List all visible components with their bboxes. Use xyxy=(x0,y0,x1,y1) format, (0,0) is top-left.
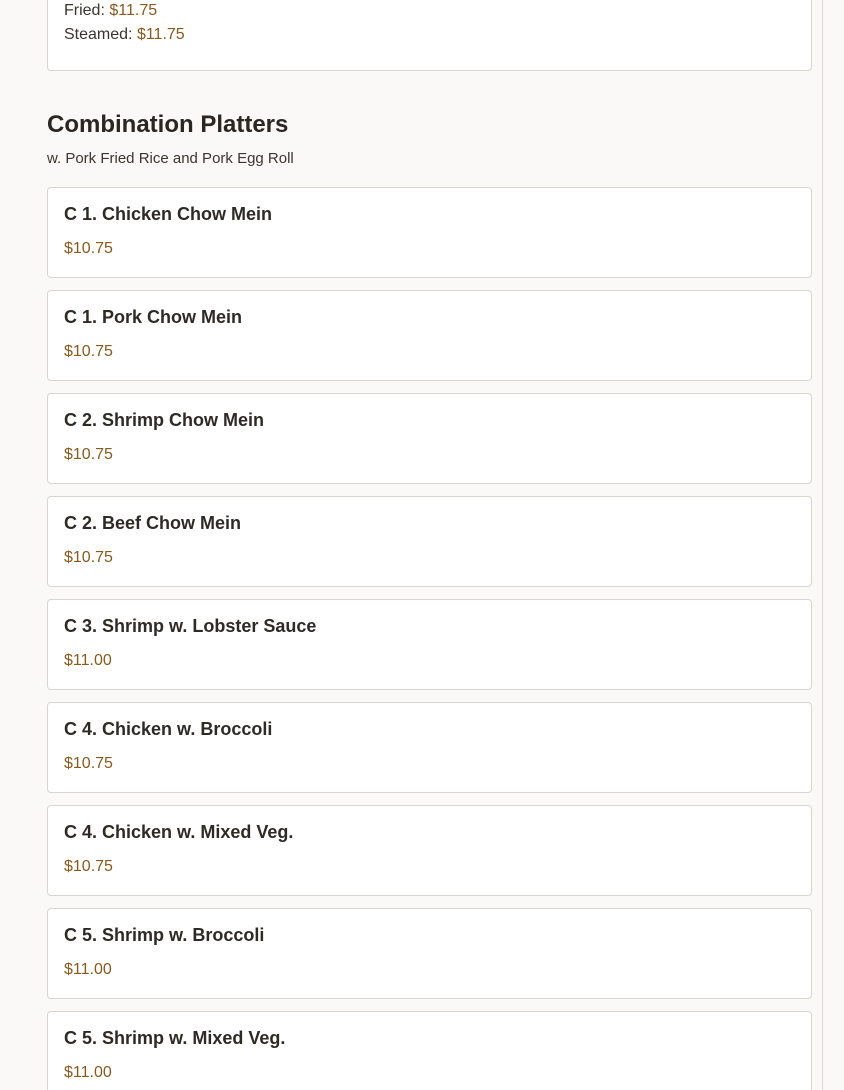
item-price: $10.75 xyxy=(64,549,113,566)
item-name: C 4. Chicken w. Broccoli xyxy=(64,719,273,739)
menu-item-card[interactable] xyxy=(47,805,812,896)
item-name: C 3. Shrimp w. Lobster Sauce xyxy=(64,616,317,636)
item-price: $11.00 xyxy=(64,652,112,669)
menu-item-card[interactable] xyxy=(47,908,812,999)
item-price: $10.75 xyxy=(64,446,113,463)
menu-item-card[interactable] xyxy=(47,1011,812,1090)
option-label: Steamed: xyxy=(64,26,133,43)
item-name: C 1. Pork Chow Mein xyxy=(64,307,243,327)
item-price: $11.00 xyxy=(64,961,112,978)
price-option-steamed xyxy=(64,25,185,45)
menu-item-card[interactable] xyxy=(47,496,812,587)
menu-item-card[interactable] xyxy=(47,702,812,793)
item-name: C 5. Shrimp w. Broccoli xyxy=(64,925,265,945)
item-price: $10.75 xyxy=(64,755,113,772)
item-price: $11.00 xyxy=(64,1064,112,1081)
item-name: C 5. Shrimp w. Mixed Veg. xyxy=(64,1028,286,1048)
menu-item-card[interactable] xyxy=(47,290,812,381)
item-price: $10.75 xyxy=(64,240,113,257)
option-price: $11.75 xyxy=(136,26,185,43)
item-name: C 1. Chicken Chow Mein xyxy=(64,204,273,224)
menu-item-card[interactable] xyxy=(47,187,812,278)
menu-item-card[interactable] xyxy=(47,599,812,690)
section-title: Combination Platters xyxy=(47,111,289,138)
item-name: C 4. Chicken w. Mixed Veg. xyxy=(64,822,294,842)
item-name: C 2. Shrimp Chow Mein xyxy=(64,410,265,430)
item-price: $10.75 xyxy=(64,343,113,360)
menu-item-card[interactable] xyxy=(47,393,812,484)
section-subtitle: w. Pork Fried Rice and Pork Egg Roll xyxy=(47,150,294,167)
menu-item-card[interactable] xyxy=(47,0,812,71)
option-price: $11.75 xyxy=(109,2,158,19)
item-price: $10.75 xyxy=(64,858,113,875)
price-option-fried xyxy=(64,1,157,21)
option-label: Fried: xyxy=(64,2,105,19)
item-name: C 2. Beef Chow Mein xyxy=(64,513,242,533)
